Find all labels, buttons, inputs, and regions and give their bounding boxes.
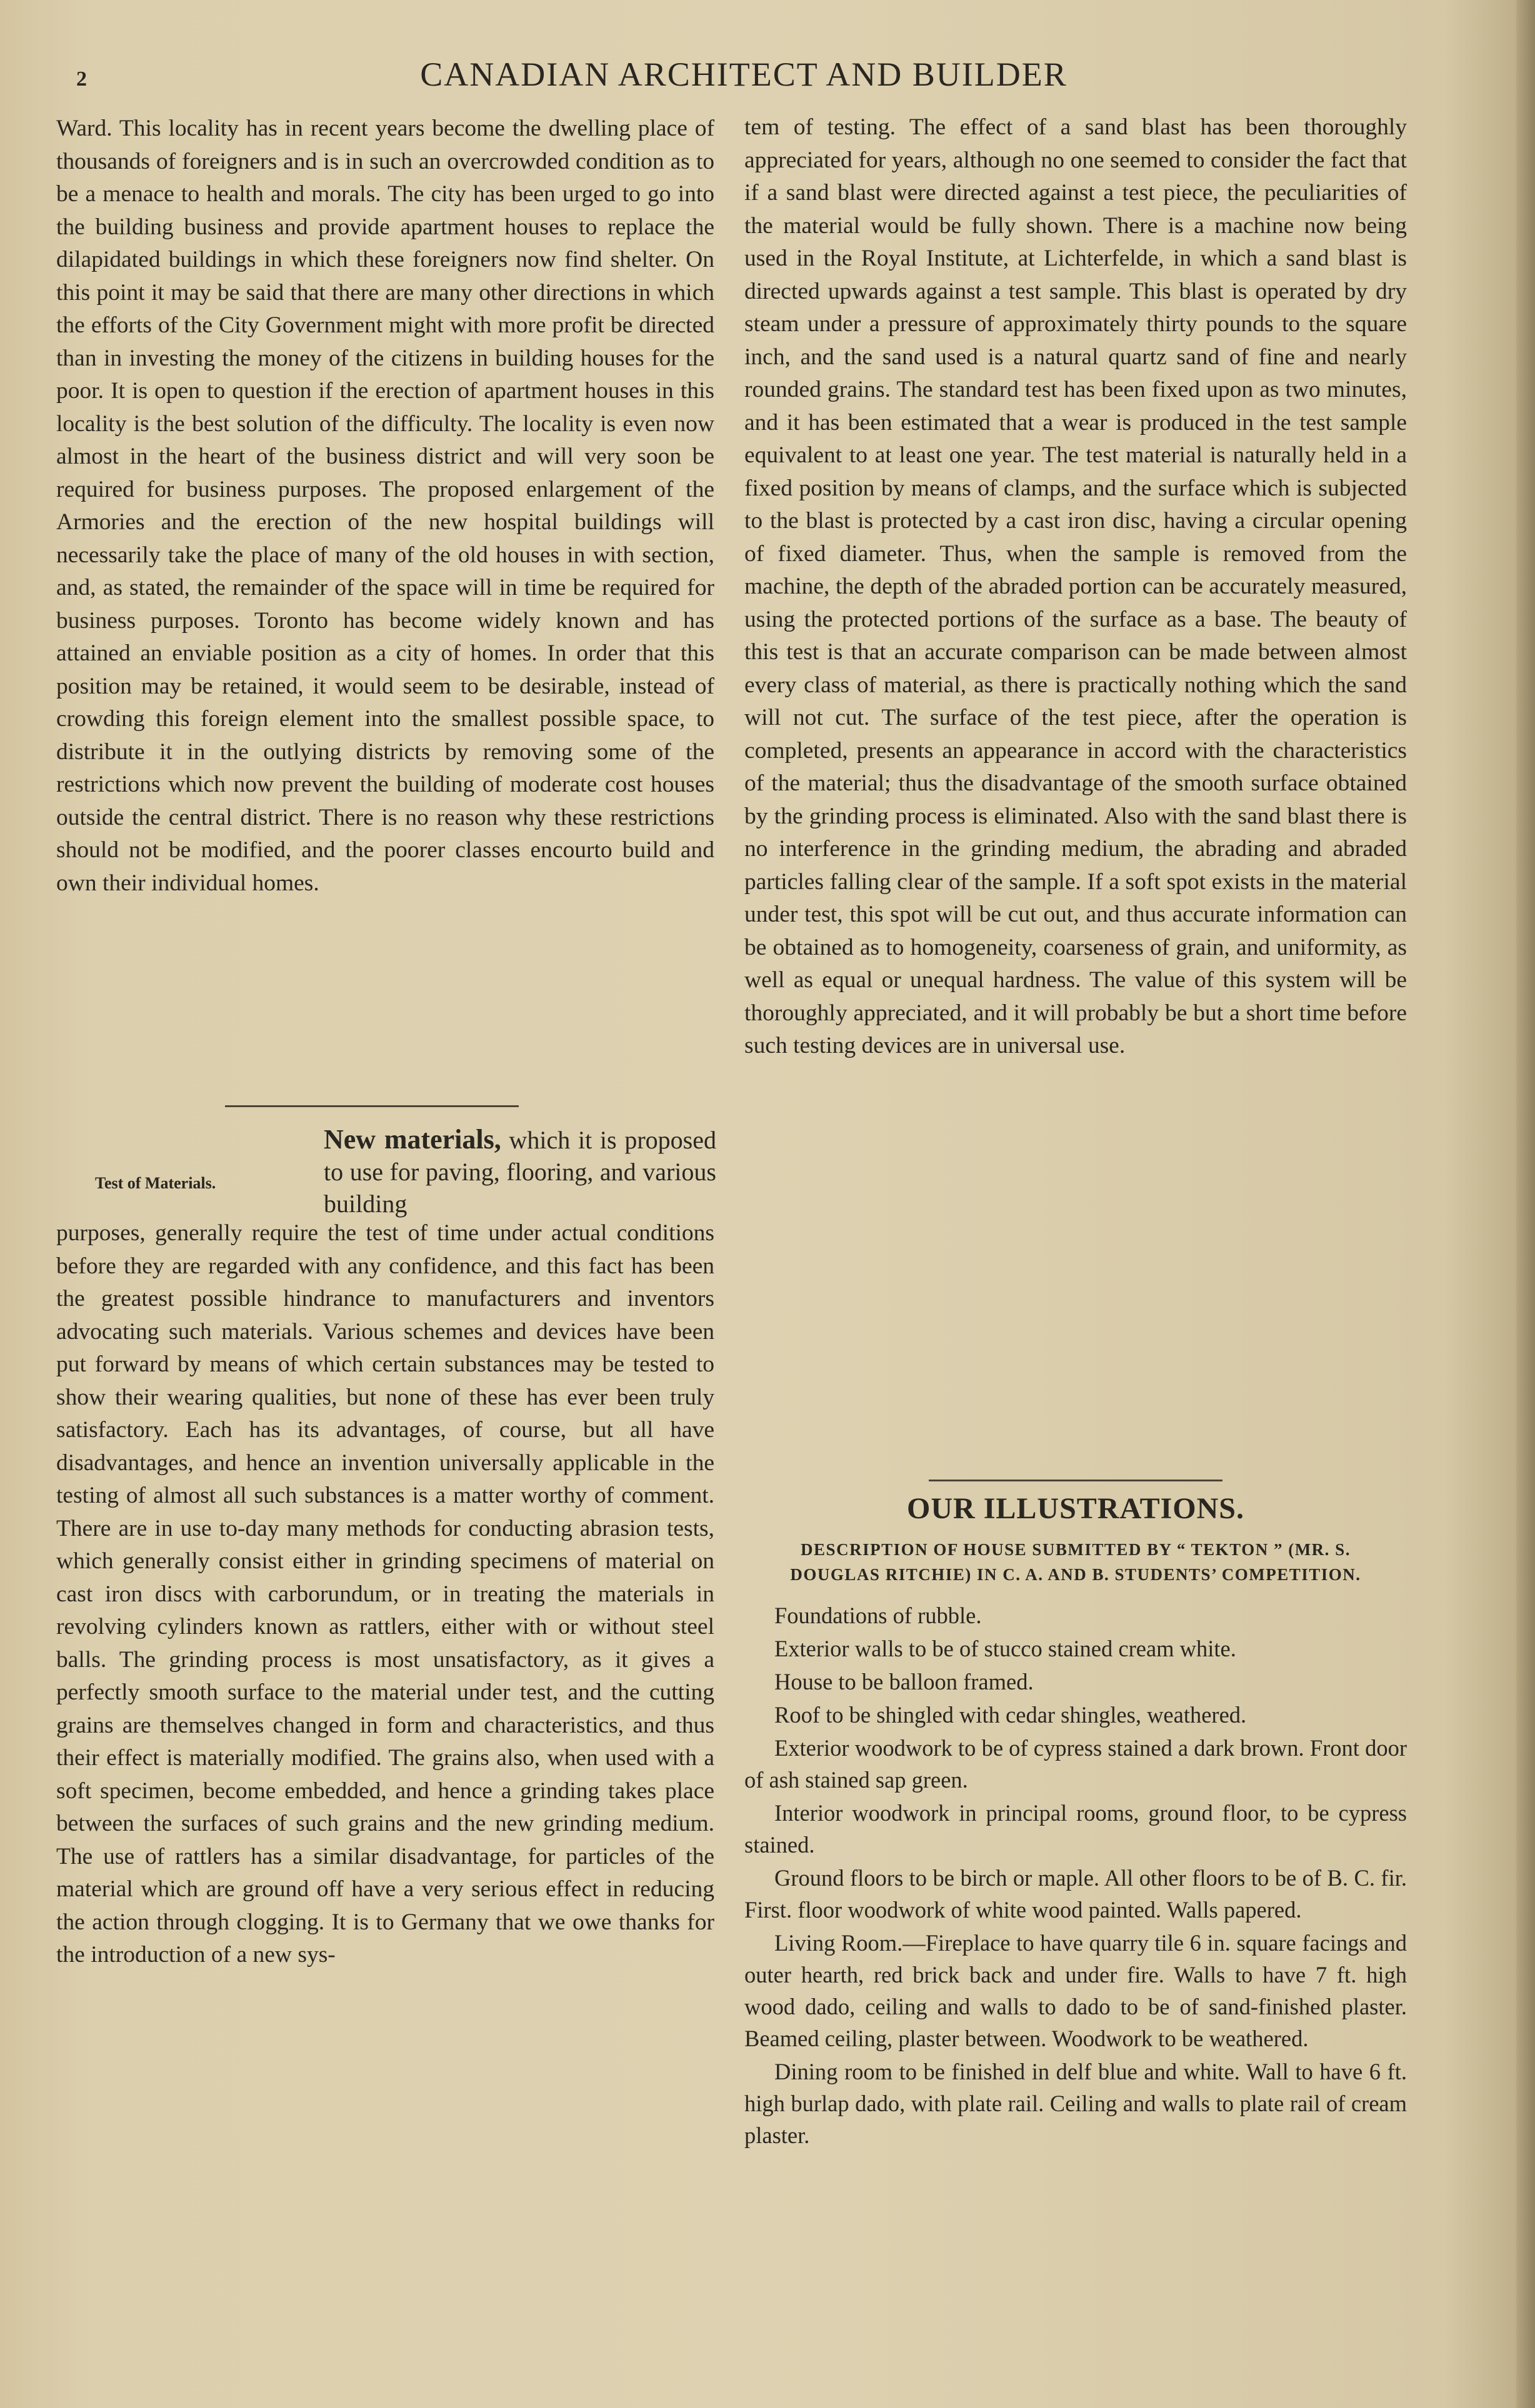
side-heading: Test of Materials.: [95, 1174, 216, 1192]
page-number: 2: [76, 67, 87, 91]
spec-line: House to be balloon framed.: [774, 1668, 1034, 1694]
running-head: CANADIAN ARCHITECT AND BUILDER: [420, 56, 1068, 93]
binding-shadow: [1516, 0, 1535, 2408]
lead-rest: which it is proposed to use for paving, flooring, and various building: [324, 1126, 716, 1218]
section-divider-right: [929, 1480, 1222, 1481]
lead-lines: [324, 1123, 716, 1220]
sand-blast-paragraph: tem of testing. The effect of a sand blast has been thoroughly appreciated for years, although no one seemed to consider the fact that if a sand blast were directed against a test piece, the peculiarities of the material would be fully shown. There is a machine now being used in the Royal Institute, at Lichterfelde, in which a sand blast is directed upwards against a test sample. This blast is operated by dry steam under a pressure of approximately thirty pounds to the square inch, and the sand used is a natural quartz sand of fine and nearly rounded grains. The standard test has been fixed upon as two minutes, and it has been estimated that a wear is produced in the test sample equivalent to at least one year. The test material is naturally held in a fixed position by means of clamps, and the surface which is subjected to the blast is protected by a cast iron disc, having a circular opening of fixed diameter. Thus, when the sample is removed from the machine, the depth of the abraded portion can be accurately measured, using the protected portions of the surface as a base. The beauty of this test is that an accurate comparison can be made between almost every class of material, as there is practically nothing which the sand will not cut. The surface of the test piece, after the operation is completed, presents an appearance in accord with the characteristics of the material; thus the disadvantage of the smooth surface obtained by the grinding process is eliminated. Also with the sand blast there is no interference in the grinding medium, the abrading and abraded particles falling clear of the sample. If a soft spot exists in the material under test, this spot will be cut out, and thus accurate information can be obtained as to homogeneity, coarseness of grain, and uniformity, as well as equal or unequal hardness. The value of this system will be thoroughly appreciated, and it will probably be but a short time before such testing devices are in universal use.: [744, 114, 1407, 1058]
section-divider: [225, 1105, 519, 1107]
illustrations-title: OUR ILLUSTRATIONS.: [907, 1492, 1244, 1525]
spec-line: Exterior walls to be of stucco stained cream white.: [774, 1635, 1236, 1661]
spec-line: Interior woodwork in principal rooms, ground floor, to be cypress stained.: [744, 1799, 1407, 1858]
spec-line: Ground floors to be birch or maple. All other floors to be of B. C. fir. First. floor woodwork of white wood painted. Walls papered.: [744, 1864, 1407, 1923]
lead-word: New materials,: [324, 1124, 501, 1155]
illustrations-description: DESCRIPTION OF HOUSE SUBMITTED BY “ TEKTON ” (MR. S. DOUGLAS RITCHIE) IN C. A. AND B. STUDENTS’ COMPETITION.: [790, 1540, 1361, 1584]
spec-line: Dining room to be finished in delf blue and white. Wall to have 6 ft. high burlap dado, with plate rail. Ceiling and walls to plate rail of cream plaster.: [744, 2058, 1407, 2148]
spec-line: Roof to be shingled with cedar shingles, weathered.: [774, 1701, 1247, 1728]
test-of-materials-lead: [56, 1123, 714, 1217]
materials-paragraph: purposes, generally require the test of time under actual conditions before they are regarded with any confidence, and this fact has been the greatest possible hindrance to manufacturers and inventors advocating such materials. Various schemes and devices have been put forward by means of which certain substances may be tested to show their wearing qualities, but none of these has ever been truly satisfactory. Each has its advantages, of course, but all have disadvantages, and hence an invention universally applicable in the testing of almost all such substances is a matter worthy of comment. There are in use to-day many methods for conducting abrasion tests, which generally consist either in grinding specimens of material on cast iron discs with carborundum, or in treating the materials in revolving cylinders known as rattlers, either with or without steel balls. The grinding process is most unsatisfactory, as it gives a perfectly smooth surface to the material under test, and the cutting grains are themselves changed in form and characteristics, and thus their effect is materially modified. The grains also, when used with a soft specimen, become embedded, and hence a grinding takes place between the surfaces of such grains and the new grinding medium. The use of rattlers has a similar disadvantage, for particles of the material which are ground off have a very serious effect in reducing the action through clogging. It is to Germany that we owe thanks for the introduction of a new sys-: [56, 1220, 714, 1968]
spec-line: Foundations of rubble.: [774, 1602, 982, 1628]
right-column: [744, 111, 1407, 2151]
spec-line: Exterior woodwork to be of cypress stained a dark brown. Front door of ash stained sap green.: [744, 1734, 1407, 1793]
ward-paragraph: Ward. This locality has in recent years become the dwelling place of thousands of foreigners and is in such an overcrowded condition as to be a menace to health and morals. The city has been urged to go into the building business and provide apartment houses to replace the dilapidated buildings in which these foreigners now find shelter. On this point it may be said that there are many other directions in which the efforts of the City Government might with more profit be directed than in investing the money of the citizens in building houses for the poor. It is open to question if the erection of apartment houses in this locality is the best solution of the difficulty. The locality is even now almost in the heart of the business district and will very soon be required for business purposes. The proposed enlargement of the Armories and the erection of the new hospital buildings will necessarily take the place of many of the old houses in with section, and, as stated, the remainder of the space will in time be required for business purposes. Toronto has become widely known and has attained an enviable position as a city of homes. In order that this position may be retained, it would seem to be desirable, instead of crowding this foreign element into the smallest possible space, to distribute it in the outlying districts by removing some of the restrictions which now prevent the building of moderate cost houses outside the central district. There is no reason why these restrictions should not be modified, and the poorer classes encourto build and own their individual homes.: [56, 116, 714, 896]
left-column: [56, 112, 714, 2211]
spec-line: Living Room.—Fireplace to have quarry tile 6 in. square facings and outer hearth, red brick back and under fire. Walls to have 7 ft. high wood dado, ceiling and walls to dado to be of sand-finished plaster. Beamed ceiling, plaster between. Woodwork to be weathered.: [744, 1929, 1407, 2051]
